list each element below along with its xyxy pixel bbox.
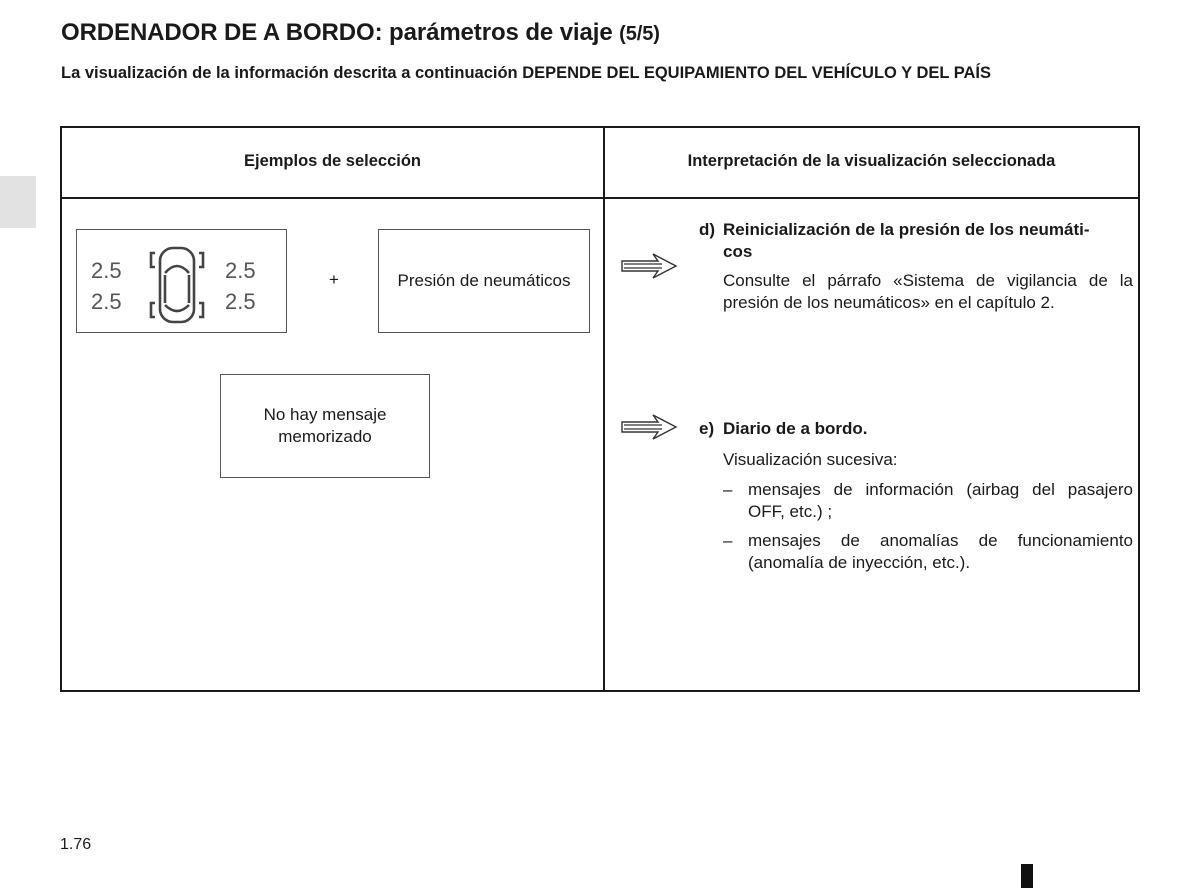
- chapter-tab: [0, 176, 36, 228]
- tire-pressure-label: Presión de neumáticos: [397, 271, 571, 290]
- bullet-text: mensajes de anomalías de funcionamiento (anomalía de inyección, etc.).: [748, 531, 1133, 572]
- tire-pressure-rear-right: 2.5: [225, 289, 256, 314]
- no-message-line-2: memorizado: [278, 427, 372, 446]
- plus-sign: +: [329, 270, 339, 289]
- page-edge-marker: [1021, 864, 1033, 888]
- item-d-title-line-2: cos: [723, 242, 753, 261]
- item-e-title: Diario de a bordo.: [723, 419, 868, 438]
- header-divider: [60, 197, 1140, 199]
- double-arrow-right-icon: [620, 412, 678, 442]
- title-part: (5/5): [619, 23, 660, 45]
- item-d-title-line-1: Reinicialización de la presión de los neumáti-: [723, 220, 1090, 239]
- column-header-examples: Ejemplos de selección: [244, 152, 421, 170]
- tire-pressure-rear-left: 2.5: [91, 289, 122, 314]
- tire-pressure-front-left: 2.5: [91, 258, 122, 283]
- item-d-body: Consulte el párrafo «Sistema de vigilancia de la presión de los neumáticos» en el capítulo 2.: [723, 271, 1133, 312]
- bullet-dash: –: [723, 531, 733, 550]
- item-e-intro: Visualización sucesiva:: [723, 450, 898, 469]
- car-top-view-icon: [147, 245, 207, 325]
- bullet-text: mensajes de información (airbag del pasajero OFF, etc.) ;: [748, 480, 1133, 521]
- tire-pressure-display: [76, 229, 287, 333]
- item-d-letter: d): [699, 220, 716, 239]
- tire-pressure-front-right: 2.5: [225, 258, 256, 283]
- no-message-line-1: No hay mensaje: [263, 405, 387, 424]
- column-header-interpretation: Interpretación de la visualización seleccionada: [687, 152, 1056, 170]
- tire-pressure-label-box: [378, 229, 590, 333]
- item-e-letter: e): [699, 419, 715, 438]
- double-arrow-right-icon: [620, 251, 678, 281]
- page-subtitle: La visualización de la información descrita a continuación DEPENDE DEL EQUIPAMIENTO DEL VEHÍCULO Y DEL PAÍS: [61, 64, 992, 82]
- column-divider: [603, 126, 605, 692]
- bullet-dash: –: [723, 480, 733, 499]
- page-number: 1.76: [60, 836, 92, 853]
- no-message-box: [220, 374, 430, 478]
- page-title: ORDENADOR DE A BORDO: parámetros de viaje (5/5): [61, 19, 660, 46]
